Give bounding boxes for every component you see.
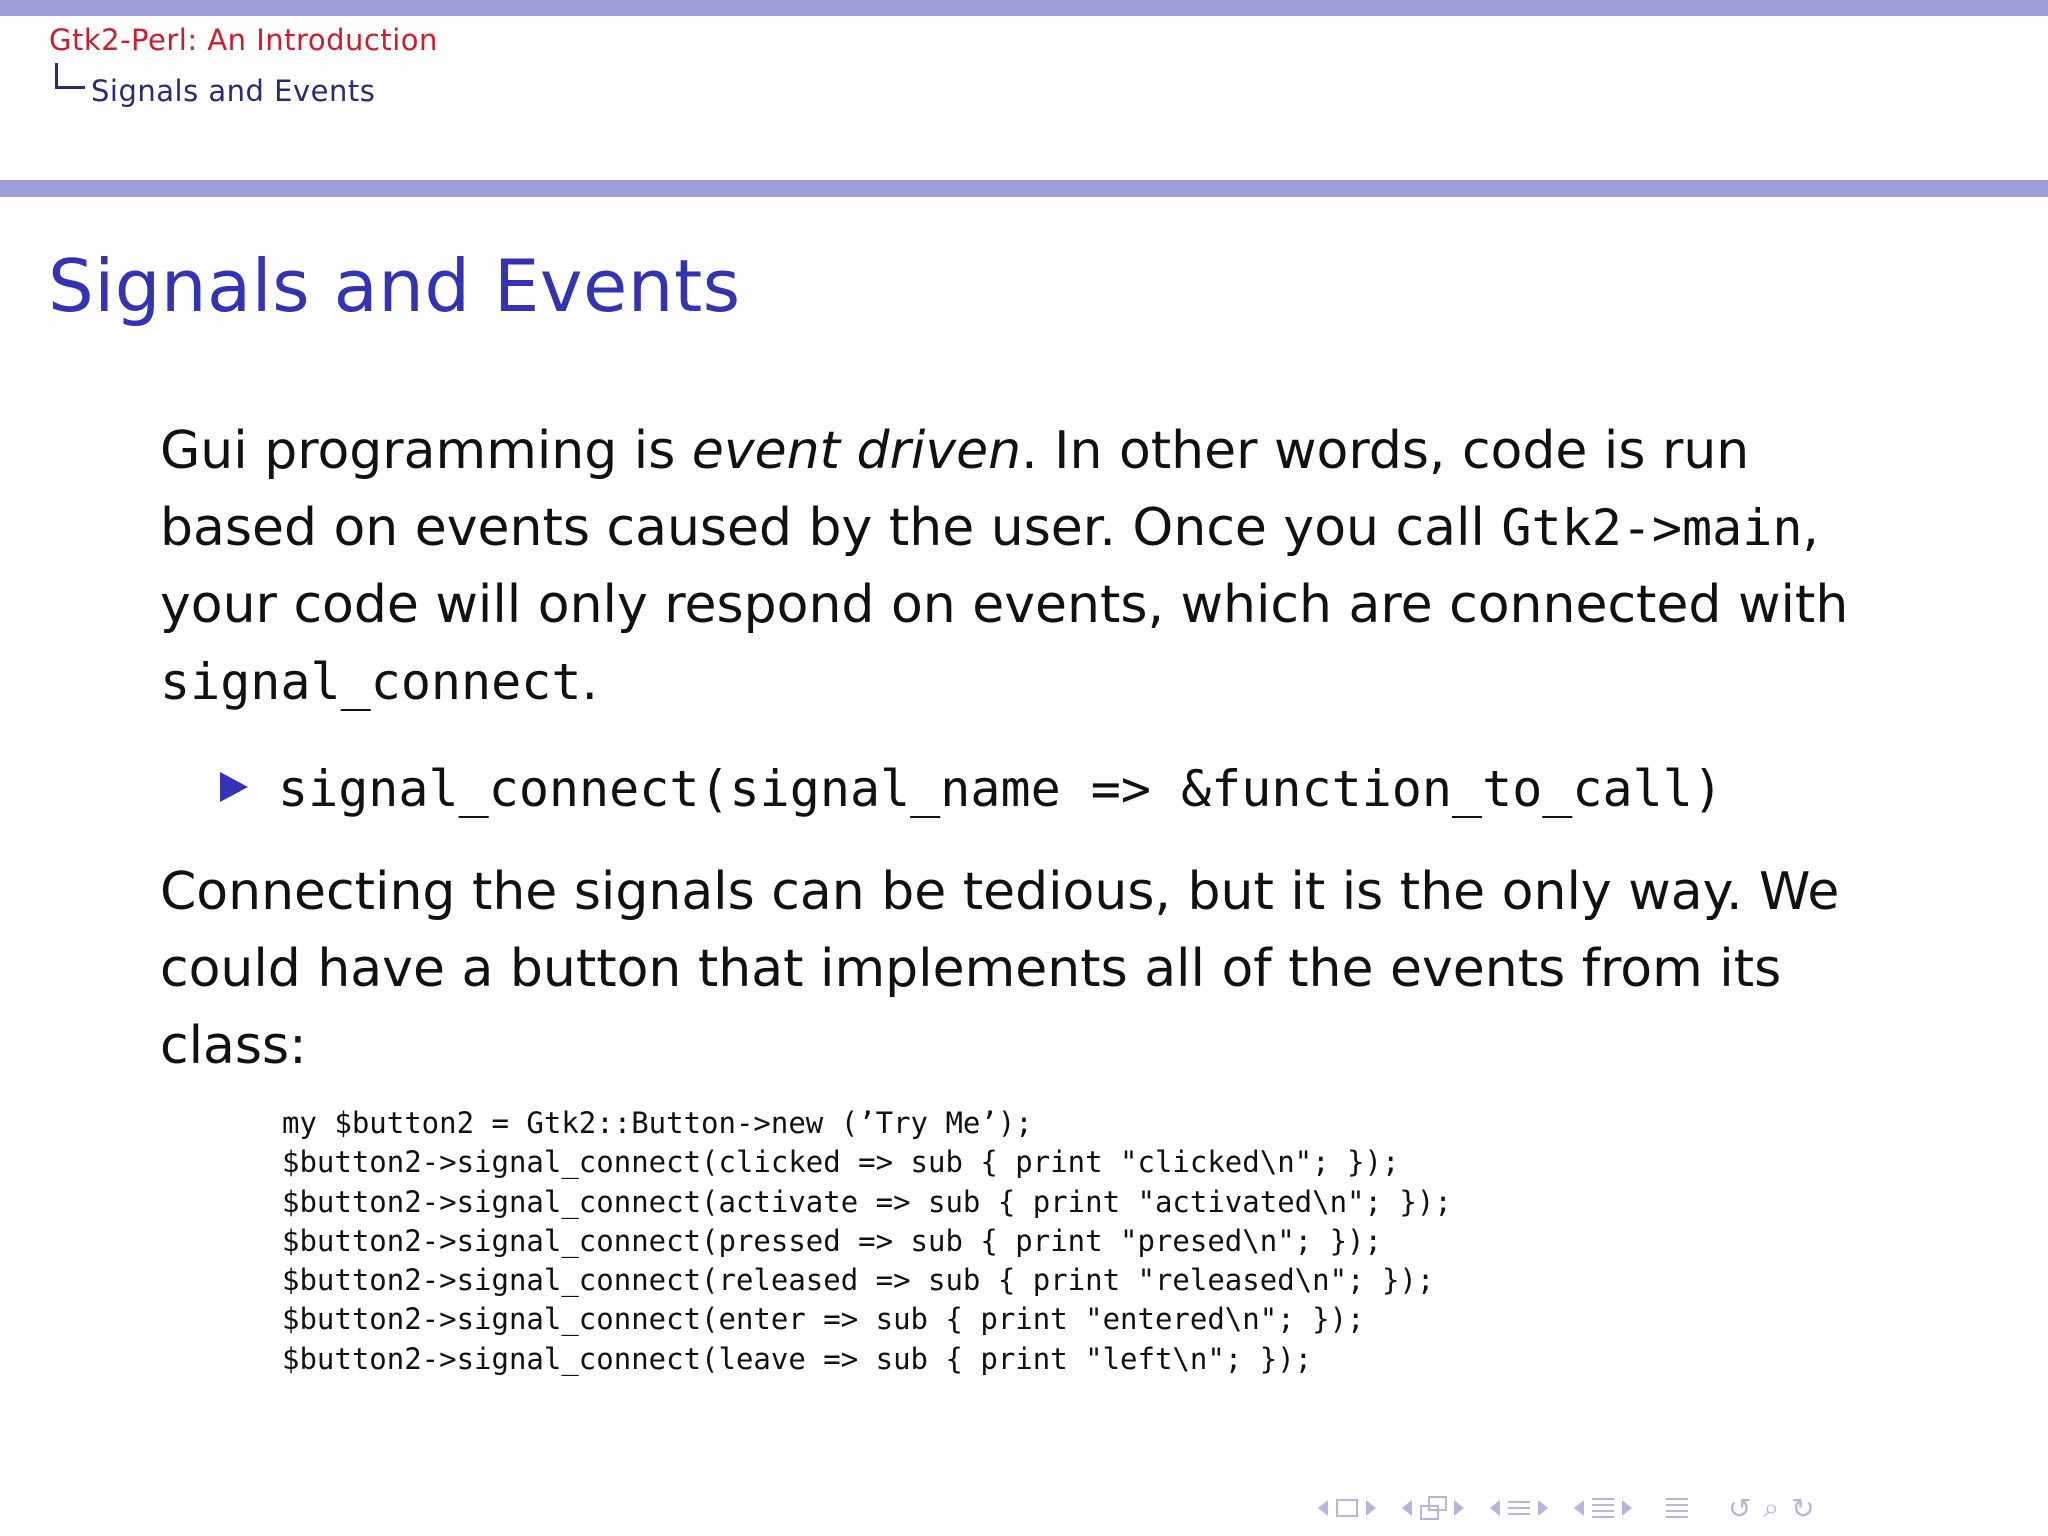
- code-line: $button2->signal_connect(clicked => sub { print "clicked\n"; });: [282, 1145, 1400, 1180]
- intro-text-3: , your code will only respond on events, which are connected with: [160, 498, 1849, 635]
- toc-lines-icon[interactable]: [1666, 1498, 1688, 1518]
- intro-text-1: Gui programming is: [160, 421, 692, 481]
- code-line: $button2->signal_connect(activate => sub { print "activated\n"; });: [282, 1184, 1452, 1219]
- code-line: $button2->signal_connect(leave => sub { print "left\n"; });: [282, 1341, 1313, 1376]
- code-line: $button2->signal_connect(enter => sub { print "entered\n"; });: [282, 1302, 1365, 1337]
- slide-title: Signals and Events: [48, 244, 741, 328]
- tree-corner-icon: [55, 63, 85, 89]
- back-icon[interactable]: ↺: [1728, 1491, 1752, 1525]
- intro-text-2: . In other words, code is run based on events caused by the user. Once you call: [160, 421, 1750, 558]
- find-icon[interactable]: ⌕: [1763, 1491, 1780, 1524]
- header-divider-bar: [0, 180, 2048, 197]
- prev-subsection-icon[interactable]: [1402, 1500, 1412, 1516]
- document-nav-icon[interactable]: [1574, 1498, 1632, 1518]
- code-line: $button2->signal_connect(released => sub { print "released\n"; });: [282, 1263, 1435, 1298]
- breadcrumb-section-label: Signals and Events: [91, 74, 376, 108]
- intro-emphasis: event driven: [691, 421, 1022, 481]
- code-line: $button2->signal_connect(pressed => sub { print "presed\n"; });: [282, 1223, 1382, 1258]
- frame-nav-icon[interactable]: [1318, 1499, 1376, 1517]
- intro-paragraph: [160, 413, 1900, 721]
- forward-icon[interactable]: ↻: [1791, 1491, 1815, 1525]
- code-block: [282, 1104, 1452, 1379]
- next-document-icon[interactable]: [1622, 1500, 1632, 1516]
- inline-code-signal-connect: signal_connect: [160, 653, 582, 711]
- inline-code-main: Gtk2->main: [1501, 499, 1803, 557]
- code-line: my $button2 = Gtk2::Button->new (’Try Me’);: [282, 1106, 1033, 1140]
- section-icon[interactable]: [1508, 1501, 1530, 1515]
- search-icon[interactable]: [1722, 1491, 1821, 1525]
- document-icon[interactable]: [1592, 1498, 1614, 1518]
- next-section-icon[interactable]: [1538, 1500, 1548, 1516]
- bullet-item: [220, 751, 1900, 828]
- bullet-code: signal_connect(signal_name => &function_to_call): [278, 760, 1723, 818]
- top-header-bar: [0, 0, 2048, 16]
- next-subsection-icon[interactable]: [1454, 1500, 1464, 1516]
- subsection-icon[interactable]: [1420, 1496, 1446, 1520]
- prev-section-icon[interactable]: [1490, 1500, 1500, 1516]
- next-frame-icon[interactable]: [1366, 1500, 1376, 1516]
- breadcrumb-section: [55, 74, 375, 108]
- prev-document-icon[interactable]: [1574, 1500, 1584, 1516]
- slide-body: [160, 413, 1900, 1085]
- bullet-triangle-icon: [220, 772, 248, 802]
- frame-icon[interactable]: [1336, 1499, 1358, 1517]
- toc-icon[interactable]: [1658, 1498, 1696, 1518]
- breadcrumb-presentation-title: Gtk2-Perl: An Introduction: [49, 23, 438, 57]
- section-nav-icon[interactable]: [1490, 1500, 1548, 1516]
- intro-text-4: .: [581, 652, 598, 712]
- prev-frame-icon[interactable]: [1318, 1500, 1328, 1516]
- beamer-navigation-bar: [1318, 1492, 1821, 1524]
- connecting-paragraph: Connecting the signals can be tedious, but it is the only way. We could have a button that implements all of the events from its class:: [160, 862, 1840, 1076]
- subsection-nav-icon[interactable]: [1402, 1496, 1464, 1520]
